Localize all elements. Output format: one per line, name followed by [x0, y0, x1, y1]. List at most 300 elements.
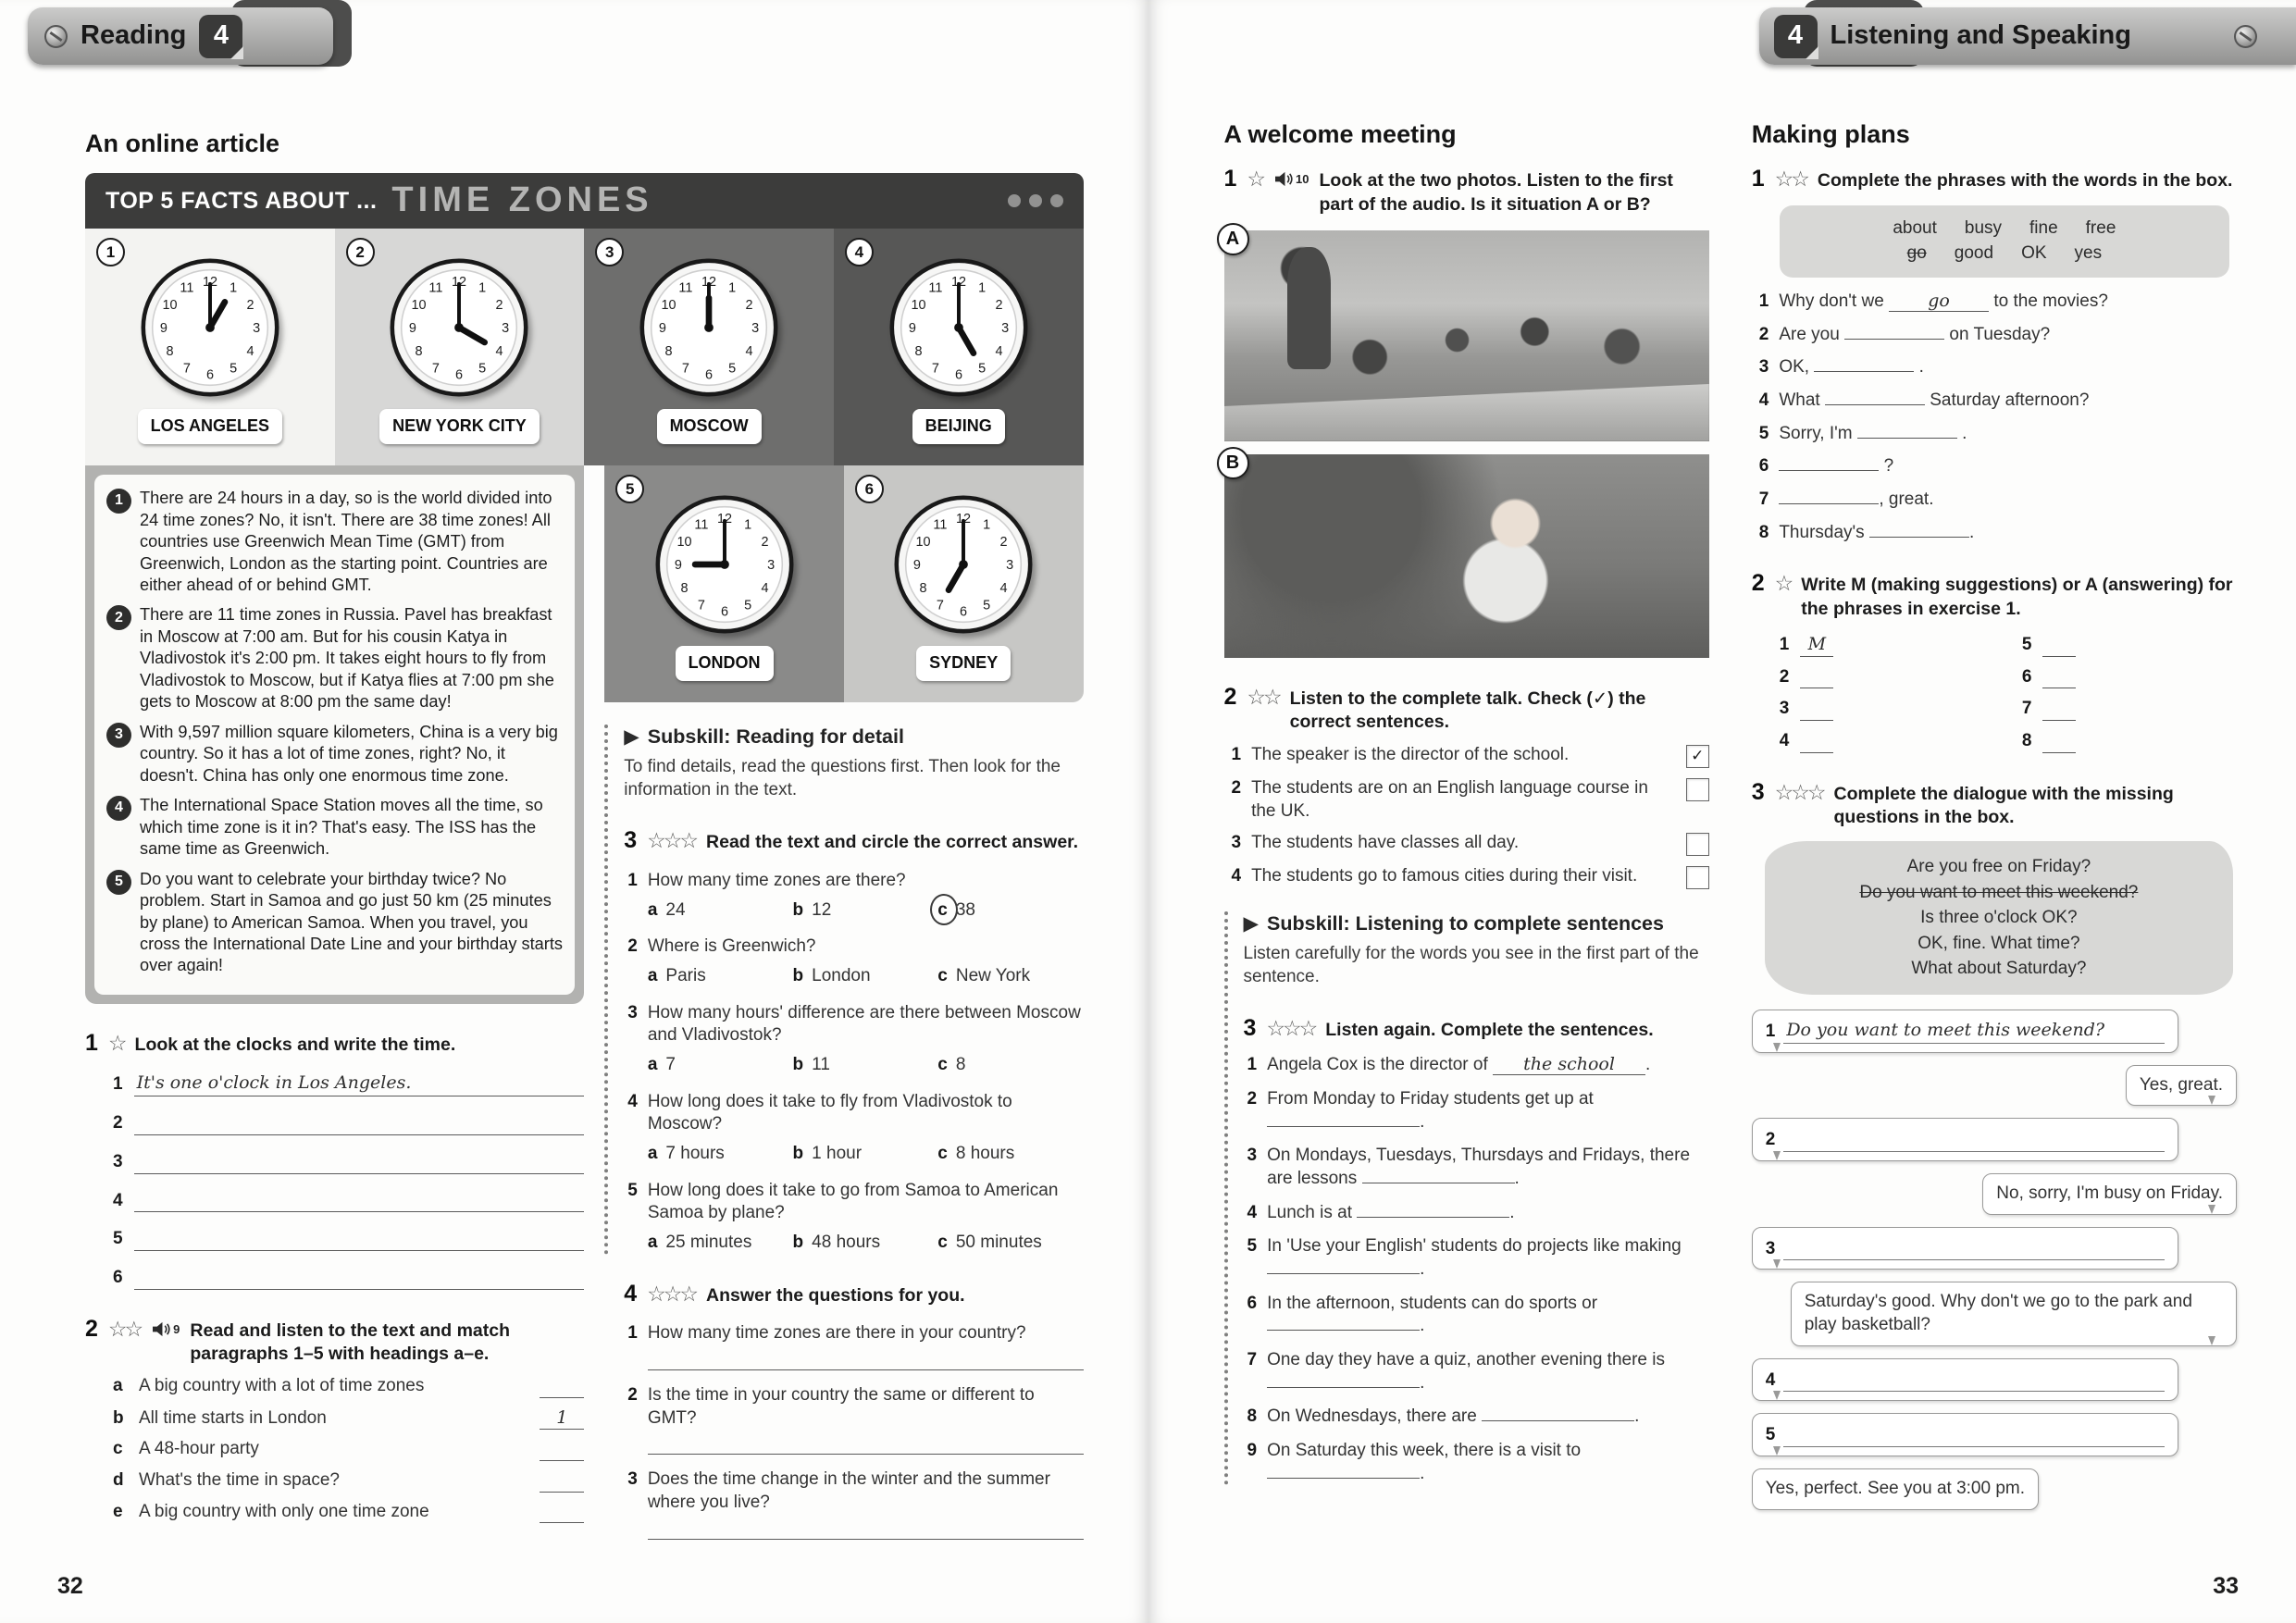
option-c[interactable]: c 8 hours [937, 1144, 1015, 1164]
clock-moscow [584, 229, 834, 465]
item-number: 7 [1758, 489, 1769, 510]
svg-text:1: 1 [977, 281, 986, 297]
option-b[interactable]: b 11 [792, 1054, 830, 1074]
item-number: 2 [1247, 1088, 1258, 1109]
svg-text:4: 4 [745, 344, 753, 360]
clock-face-icon [893, 494, 1034, 635]
phrase-item: 7 , great. [1759, 489, 2237, 512]
handwritten-answer [134, 1266, 137, 1286]
exercise-instruction: Listen again. Complete the sentences. [1325, 1019, 1654, 1040]
exercise-number: 3 [1243, 1014, 1257, 1041]
reading-content [0, 0, 1148, 1540]
dialogue-question-bubble[interactable] [1752, 1358, 2178, 1402]
svg-text:4: 4 [995, 344, 1003, 360]
banner-bar [28, 7, 333, 65]
difficulty-stars: ☆ [107, 1030, 125, 1055]
svg-text:10: 10 [411, 298, 427, 314]
option-c[interactable]: c 50 minutes [937, 1233, 1042, 1253]
svg-text:5: 5 [977, 362, 986, 378]
answer-line[interactable] [113, 1149, 584, 1174]
item-number: 8 [2021, 731, 2032, 750]
svg-text:9: 9 [658, 321, 666, 337]
match-item [113, 1469, 584, 1493]
box-question: Is three o'clock OK? [1920, 908, 2078, 928]
photo-outdoors [1224, 454, 1709, 658]
word-option[interactable]: about [1893, 217, 1937, 238]
mc-question [627, 1180, 1083, 1255]
paragraph-text: With 9,597 million square kilometers, China is a very big country. So it has a lot of time zones, right? No, it doesn't. China has only one enormous time zone. [140, 722, 558, 785]
svg-text:3: 3 [751, 321, 760, 337]
handwritten-answer [1783, 1237, 1786, 1258]
sentence-item: 3 On Mondays, Tuesdays, Thursdays and Fridays, there are lessons . [1247, 1145, 1709, 1190]
question-number: 4 [627, 1091, 638, 1111]
answer-blank[interactable] [1267, 1477, 1420, 1479]
exercise-number: 1 [1751, 166, 1765, 192]
option-b[interactable]: b 1 hour [792, 1144, 863, 1164]
article-section-title: An online article [85, 130, 280, 157]
bubble-number: 2 [1765, 1130, 1776, 1150]
word-option[interactable]: OK [2021, 243, 2047, 264]
item-number: 2 [1231, 778, 1242, 799]
box-question: Do you want to meet this weekend? [1859, 882, 2139, 902]
mc-question [627, 935, 1083, 987]
exercise-2-match-headings [85, 1314, 584, 1524]
screw-icon [2234, 25, 2257, 48]
article-text-panel [85, 465, 584, 1004]
svg-text:5: 5 [728, 362, 737, 378]
checkbox[interactable] [1686, 866, 1709, 889]
welcome-title: A welcome meeting [1223, 120, 1457, 148]
word-option[interactable]: fine [2029, 217, 2058, 238]
check-item [1232, 744, 1709, 768]
subskill-reading-block [604, 725, 1083, 1255]
svg-text:11: 11 [928, 281, 943, 297]
svg-text:9: 9 [159, 321, 168, 337]
handwritten-answer [1783, 1423, 1786, 1443]
answer-line[interactable] [113, 1226, 584, 1251]
handwritten-answer [134, 1227, 137, 1247]
answer-blank[interactable] [1267, 1125, 1420, 1127]
answer-line[interactable] [2042, 636, 2076, 657]
exercise-number: 3 [1751, 778, 1765, 805]
dialogue [1752, 1010, 2237, 1510]
dialogue-question-bubble[interactable] [1752, 1118, 2178, 1161]
dialogue-reply-bubble: No, sorry, I'm busy on Friday. [1982, 1173, 2237, 1215]
answer-blank[interactable] [1844, 338, 1944, 340]
answer-line[interactable] [1800, 667, 1833, 688]
clock-london [604, 465, 844, 702]
svg-text:5: 5 [983, 599, 991, 614]
answer-blank[interactable] [1362, 1182, 1515, 1183]
bubble-number: 3 [1765, 1238, 1776, 1258]
option-a[interactable]: a Paris [647, 965, 706, 985]
clock-row-top [85, 229, 1084, 465]
audio-track-icon [151, 1320, 180, 1338]
exercise-instruction: Answer the questions for you. [706, 1284, 965, 1306]
svg-text:7: 7 [697, 599, 705, 614]
item-number: 5 [113, 1229, 123, 1249]
answer-blank[interactable] [1267, 1272, 1420, 1274]
clock-number: 6 [855, 475, 884, 503]
sentence-item: 1 Angela Cox is the director of the school . [1247, 1054, 1709, 1077]
option-b[interactable]: b London [792, 965, 871, 985]
match-item [113, 1501, 584, 1524]
question-number: 3 [627, 1469, 638, 1490]
svg-text:4: 4 [761, 581, 769, 597]
sentence-item: 5 In 'Use your English' students do projects like making . [1247, 1235, 1709, 1281]
question-text: How many time zones are there in your country? [647, 1323, 1026, 1344]
answer-blank[interactable] [1825, 403, 1925, 405]
item-number: 7 [2021, 699, 2032, 719]
clock-face-icon [140, 257, 280, 398]
word-option[interactable]: good [1954, 243, 1994, 264]
svg-text:10: 10 [676, 535, 692, 551]
svg-text:9: 9 [913, 558, 922, 574]
exercise-3-complete-sentences [1244, 1013, 1709, 1486]
svg-text:6: 6 [705, 367, 714, 383]
item-number: 1 [1758, 291, 1769, 311]
svg-text:7: 7 [432, 362, 441, 378]
answer-blank[interactable] [1267, 1329, 1420, 1331]
exercise-instruction: Write M (making suggestions) or A (answering) for the phrases in exercise 1. [1801, 575, 2233, 620]
handwritten-answer: It's one o'clock in Los Angeles. [136, 1072, 412, 1094]
exercise-instruction: Look at the two photos. Listen to the first part of the audio. Is it situation A or B? [1319, 170, 1673, 215]
difficulty-stars: ☆ [1247, 167, 1264, 192]
svg-text:8: 8 [415, 344, 423, 360]
check-item [1232, 832, 1709, 856]
clock-city-label: LONDON [676, 646, 774, 680]
subskill-title: Subskill: Listening to complete sentences [1267, 912, 1664, 935]
svg-text:2: 2 [995, 298, 1003, 314]
item-number: 2 [113, 1113, 123, 1134]
clock-number: 3 [595, 238, 624, 266]
phrase-item: 1 Why don't we go to the movies? [1759, 291, 2237, 314]
match-item [113, 1438, 584, 1461]
exercise-number: 2 [1223, 683, 1237, 710]
reading-banner [28, 7, 333, 65]
article-paragraph [106, 869, 563, 977]
svg-text:1: 1 [728, 281, 737, 297]
question-number: 3 [627, 1002, 638, 1022]
article-title-bar [85, 173, 1084, 229]
item-number: 4 [113, 1190, 123, 1210]
svg-text:2: 2 [745, 298, 753, 314]
listening-banner [1759, 7, 2296, 65]
option-b[interactable]: b 48 hours [792, 1233, 881, 1253]
answer-line[interactable]: M [1800, 633, 1833, 657]
mc-question [627, 870, 1083, 922]
item-number: 5 [2021, 634, 2032, 654]
article-title-main: TIME ZONES [391, 180, 653, 220]
item-number: 3 [1231, 833, 1242, 853]
word-option[interactable]: free [2085, 217, 2116, 238]
open-question [627, 1384, 1083, 1455]
svg-text:8: 8 [664, 344, 673, 360]
svg-text:5: 5 [478, 362, 487, 378]
open-question [627, 1468, 1083, 1539]
checkbox[interactable] [1686, 778, 1709, 801]
difficulty-stars: ☆☆ [107, 1316, 142, 1341]
check-item [1232, 777, 1709, 823]
option-a[interactable]: a 25 minutes [647, 1233, 752, 1253]
item-number: 6 [113, 1267, 123, 1287]
item-letter: e [113, 1501, 123, 1521]
svg-text:11: 11 [678, 281, 693, 297]
word-option[interactable]: yes [2074, 243, 2103, 264]
item-text: All time starts in London [139, 1407, 327, 1428]
match-item [113, 1375, 584, 1398]
exercise-instruction: Complete the phrases with the words in the box. [1817, 170, 2233, 192]
exercise-1-complete-phrases [1752, 164, 2237, 544]
svg-text:10: 10 [162, 298, 178, 314]
item-number: 8 [1758, 522, 1769, 542]
answer-grid [1780, 633, 2237, 753]
answer-line[interactable] [1800, 732, 1833, 753]
clock-new-york [335, 229, 585, 465]
bubble-number: 5 [1765, 1425, 1776, 1445]
answer-blank[interactable]: go [1889, 292, 1989, 312]
exercise-1-photos [1224, 164, 1709, 657]
match-answer-line[interactable] [540, 1501, 584, 1523]
item-number: 6 [1758, 456, 1769, 477]
page-number: 32 [57, 1572, 83, 1599]
exercise-4-open-questions [604, 1279, 1083, 1540]
sentence-item: 8 On Wednesdays, there are . [1247, 1406, 1709, 1429]
exercise-3-multiple-choice [624, 825, 1083, 1254]
match-answer-line[interactable]: 1 [540, 1406, 584, 1431]
answer-line[interactable] [113, 1110, 584, 1135]
phrase-item: 5 Sorry, I'm . [1759, 423, 2237, 446]
clock-city-label: SYDNEY [916, 646, 1011, 680]
svg-text:3: 3 [766, 558, 775, 574]
svg-text:10: 10 [915, 535, 931, 551]
svg-text:3: 3 [1006, 558, 1014, 574]
match-answer-line[interactable] [540, 1439, 584, 1461]
checkbox[interactable] [1686, 745, 1709, 768]
exercise-2-check-sentences [1224, 682, 1709, 890]
svg-text:7: 7 [182, 362, 191, 378]
item-text: The speaker is the director of the school. [1251, 745, 1570, 765]
mc-question [627, 1091, 1083, 1166]
svg-text:1: 1 [983, 518, 991, 534]
exercise-number: 4 [624, 1280, 638, 1307]
answer-line[interactable] [648, 1515, 1084, 1540]
sentence-item: 9 On Saturday this week, there is a visit to . [1247, 1440, 1709, 1485]
answer-blank[interactable]: the school [1493, 1056, 1645, 1075]
clock-beijing [834, 229, 1084, 465]
option-a[interactable]: a 24 [647, 899, 686, 920]
answer-blank[interactable] [1857, 437, 1957, 439]
exercise-number: 3 [624, 827, 638, 854]
exercise-number: 2 [1751, 570, 1765, 597]
svg-text:10: 10 [911, 298, 926, 314]
item-number: 2 [1758, 324, 1769, 344]
item-number: 3 [1758, 357, 1769, 378]
bubble-number: 1 [1765, 1021, 1776, 1041]
question-text: How many hours' difference are there between Moscow and Vladivostok? [647, 1002, 1081, 1046]
reading-left-column [85, 465, 584, 1540]
paragraph-number: 2 [106, 605, 131, 630]
box-question: Are you free on Friday? [1906, 857, 2091, 877]
svg-text:12: 12 [452, 275, 467, 291]
answer-blank[interactable] [1869, 536, 1969, 538]
item-letter: d [113, 1470, 124, 1491]
phrase-item: 3 OK, . [1759, 356, 2237, 379]
window-dots-icon [1008, 194, 1063, 207]
svg-text:6: 6 [960, 604, 968, 620]
answer-line[interactable] [113, 1188, 584, 1213]
clock-sydney [844, 465, 1084, 702]
time-zones-article [85, 173, 1084, 1540]
item-text: A 48-hour party [139, 1439, 259, 1459]
exercise-number: 1 [85, 1029, 98, 1056]
exercise-number: 2 [85, 1315, 98, 1342]
difficulty-stars: ☆☆☆ [647, 1281, 697, 1306]
answer-line[interactable] [2042, 700, 2076, 721]
item-number: 4 [1758, 390, 1769, 411]
exercise-instruction: Read the text and circle the correct answer. [706, 832, 1079, 853]
option-a[interactable]: a 7 hours [647, 1144, 725, 1164]
answer-line[interactable] [113, 1265, 584, 1290]
clock-city-label: LOS ANGELES [138, 409, 282, 443]
answer-blank[interactable] [1779, 502, 1879, 504]
option-c[interactable]: c 38 [937, 899, 1083, 923]
svg-text:9: 9 [674, 558, 682, 574]
dialogue-question-bubble[interactable] [1752, 1227, 2178, 1270]
answer-line[interactable] [648, 1430, 1084, 1455]
svg-text:7: 7 [937, 599, 945, 614]
article-paragraph [106, 604, 563, 712]
clock-face-icon [654, 494, 795, 635]
dialogue-question-bubble[interactable] [1752, 1010, 2178, 1053]
question-number: 1 [627, 1323, 638, 1344]
dialogue-reply-bubble: Yes, perfect. See you at 3:00 pm. [1752, 1468, 2039, 1510]
exercise-3-dialogue [1752, 777, 2237, 1510]
svg-text:6: 6 [954, 367, 962, 383]
answer-line[interactable] [113, 1072, 584, 1096]
svg-text:9: 9 [409, 321, 417, 337]
open-question [627, 1322, 1083, 1370]
answer-blank[interactable] [1814, 370, 1914, 372]
svg-text:12: 12 [956, 512, 972, 527]
paragraph-number: 5 [106, 870, 131, 895]
item-number: 3 [113, 1151, 123, 1171]
clock-city-label: MOSCOW [657, 409, 762, 443]
answer-line[interactable] [648, 1345, 1084, 1370]
item-letter: c [113, 1439, 123, 1459]
svg-text:5: 5 [743, 599, 751, 614]
svg-text:4: 4 [999, 581, 1008, 597]
dialogue-question-bubble[interactable] [1752, 1413, 2178, 1456]
svg-text:12: 12 [701, 275, 717, 291]
svg-text:9: 9 [908, 321, 916, 337]
option-b[interactable]: b 12 [792, 899, 832, 920]
svg-text:3: 3 [502, 321, 510, 337]
article-paragraph [106, 488, 563, 596]
question-text: Does the time change in the winter and the summer where you live? [647, 1469, 1050, 1513]
checkbox[interactable] [1686, 833, 1709, 856]
subskill-arrow-icon: ▶ [624, 725, 639, 749]
mc-question [627, 1002, 1083, 1077]
svg-text:11: 11 [933, 518, 948, 534]
svg-text:4: 4 [246, 344, 254, 360]
svg-text:11: 11 [428, 281, 443, 297]
question-number: 2 [627, 936, 638, 957]
word-option[interactable]: busy [1964, 217, 2003, 238]
exercise-2-m-or-a [1752, 568, 2237, 752]
paragraph-number: 3 [106, 723, 131, 748]
box-question: What about Saturday? [1911, 959, 2087, 979]
unit-number-badge: 4 [1774, 15, 1818, 58]
phrase-item: 4 What Saturday afternoon? [1759, 390, 2237, 413]
item-number: 6 [2021, 666, 2032, 687]
welcome-meeting-column [1224, 118, 1709, 1522]
difficulty-stars: ☆☆ [1774, 167, 1807, 192]
item-text: A big country with only one time zone [139, 1501, 429, 1521]
option-c[interactable]: c New York [937, 965, 1031, 985]
exercise-1-write-times [85, 1028, 584, 1290]
question-number: 5 [627, 1180, 638, 1200]
match-answer-line[interactable] [540, 1376, 584, 1398]
page-listening-speaking [1148, 0, 2296, 1623]
unit-title: Listening and Speaking [1830, 20, 2131, 51]
sentence-item: 2 From Monday to Friday students get up at . [1247, 1088, 1709, 1134]
svg-text:2: 2 [246, 298, 254, 314]
paragraph-text: The International Space Station moves all the time, so which time zone is it in? That's easy. The ISS has the same time as Greenwich. [140, 796, 543, 859]
answer-blank[interactable] [1482, 1419, 1634, 1421]
option-a[interactable]: a 7 [647, 1054, 676, 1074]
screw-icon [44, 25, 68, 48]
match-answer-line[interactable] [540, 1470, 584, 1493]
subskill-title: Subskill: Reading for detail [647, 725, 904, 749]
handwritten-answer [1783, 1369, 1786, 1389]
reading-right-column [584, 465, 1083, 1540]
option-c[interactable]: c 8 [937, 1054, 966, 1074]
subskill-body: To find details, read the questions first. Then look for the information in the text. [624, 756, 1061, 799]
subskill-arrow-icon: ▶ [1243, 912, 1260, 935]
item-number: 4 [1779, 731, 1790, 750]
item-number: 5 [1758, 423, 1769, 443]
answer-line[interactable] [2042, 667, 2076, 688]
answer-blank[interactable] [1267, 1386, 1420, 1388]
bubble-number: 4 [1765, 1369, 1776, 1390]
item-number: 3 [1779, 699, 1790, 719]
answer-blank[interactable] [1357, 1216, 1509, 1218]
plans-title: Making plans [1751, 120, 1910, 148]
article-title-prefix: TOP 5 FACTS ABOUT ... [105, 187, 378, 214]
word-option[interactable]: go [1906, 243, 1927, 264]
handwritten-answer [134, 1111, 137, 1132]
answer-blank[interactable] [1779, 469, 1879, 471]
svg-text:12: 12 [716, 512, 732, 527]
clock-face-icon [639, 257, 779, 398]
exercise-instruction: Read and listen to the text and match paragraphs 1–5 with headings a–e. [190, 1319, 511, 1365]
check-item [1232, 865, 1709, 889]
paragraph-text: There are 11 time zones in Russia. Pavel has breakfast in Moscow at 7:00 am. But for his cousin Katya in Vladivostok it's 2:00 pm. It takes eight hours to fly from Vladivostok to Moscow, but if Katya flies at 7:00 pm she gets to Moscow at 8:00 pm the same day! [140, 605, 554, 712]
questions-box [1765, 841, 2233, 995]
item-text: The students are on an English language course in the UK. [1251, 778, 1648, 821]
photo-label-b: B [1217, 447, 1249, 479]
clock-number: 2 [346, 238, 375, 266]
item-letter: a [113, 1376, 123, 1396]
answer-line[interactable] [1800, 700, 1833, 721]
article-paragraph [106, 795, 563, 860]
question-number: 2 [627, 1384, 638, 1405]
item-number: 4 [1231, 866, 1242, 886]
answer-line[interactable] [2042, 732, 2076, 753]
svg-text:12: 12 [202, 275, 217, 291]
clock-face-icon [888, 257, 1029, 398]
